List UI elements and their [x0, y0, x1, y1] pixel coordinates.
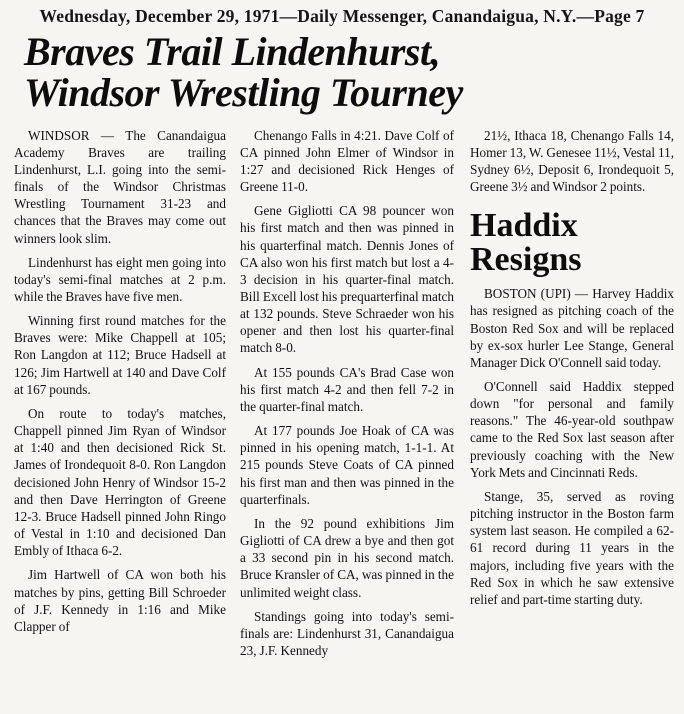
- column-2: [236, 127, 464, 667]
- subhead-line-1: Haddix: [470, 207, 578, 245]
- masthead-line: Wednesday, December 29, 1971—Daily Messenger, Canandaigua, N.Y.—Page 7: [39, 6, 645, 26]
- subhead-line-2: Resigns: [470, 241, 582, 279]
- paragraph: O'Connell said Haddix stepped down "for personal and family reasons." The 46-year-old southpaw came to the Red Sox last season after previously coaching with the New York Mets and Cincinnati Reds.: [470, 379, 674, 480]
- section-subhead: [470, 209, 674, 277]
- paragraph: At 155 pounds CA's Brad Case won his first match 4-2 and then fell 7-2 in the quarter-final match.: [240, 364, 454, 414]
- column-3: [464, 127, 674, 667]
- article-columns: [0, 115, 684, 667]
- headline-line-1: Braves Trail Lindenhurst,: [24, 29, 441, 74]
- paragraph: Standings going into today's semi-finals are: Lindenhurst 31, Canandaigua 23, J.F. Kennedy: [240, 608, 454, 658]
- paragraph: In the 92 pound exhibitions Jim Gigliotti of CA drew a bye and then got a 33 second pin in his second match. Bruce Kransler of CA, was pinned in the unlimited weight class.: [240, 515, 454, 600]
- paragraph: Gene Gigliotti CA 98 pouncer won his first match and then was pinned in his quarterfinal match. Dennis Jones of CA also won his first match but lost a 4-3 decision in his quarter-final match. Bill Excell lost his prequarterfinal match at 132 pounds. Steve Schraeder won his opener and then lost his quarter-final match 8-0.: [240, 203, 454, 356]
- headline-line-2: Windsor Wrestling Tourney: [24, 69, 463, 115]
- paragraph: Chenango Falls in 4:21. Dave Colf of CA pinned John Elmer of Windsor in 1:27 and decisioned Rick Henges of Greene 11-0.: [240, 127, 454, 195]
- column-1: [14, 127, 236, 667]
- paragraph: Stange, 35, served as roving pitching instructor in the Boston farm system last season. He compiled a 62-61 record during 11 years in the majors, including five years with the Red Sox in which he saw extensive relief and part-time starting duty.: [470, 488, 674, 607]
- paragraph: BOSTON (UPI) — Harvey Haddix has resigned as pitching coach of the Boston Red Sox and will be replaced by ex-sox hurler Lee Stange, General Manager Dick O'Connell said today.: [470, 286, 674, 370]
- standings-paragraph: 21½, Ithaca 18, Chenango Falls 14, Homer 13, W. Genesee 11½, Vestal 11, Sydney 6½, Deposit 6, Irondequoit 5, Greene 3½ and Windsor 2 points.: [470, 127, 674, 195]
- paragraph: On route to today's matches, Chappell pinned Jim Ryan of Windsor at 1:40 and then decisioned Rick St. James of Irondequoit 8-0. Ron Langdon decisioned John Henry of Windsor 15-2 and then Dave Herrington of Greene 12-3. Bruce Hadsell pinned John Ringo of Vestal in 1:10 and decisioned Dan Embly of Ithaca 6-2.: [14, 405, 226, 559]
- paragraph: Lindenhurst has eight men going into today's semi-final matches at 2 p.m. while the Braves have five men.: [14, 254, 226, 304]
- page-title: [0, 29, 684, 115]
- paragraph: Winning first round matches for the Braves were: Mike Chappell at 105; Ron Langdon at 112; Bruce Hadsell at 126; Jim Hartwell at 140 and Dave Colf at 167 pounds.: [14, 313, 226, 397]
- paragraph: Jim Hartwell of CA won both his matches by pins, getting Bill Schroeder of J.F. Kennedy in 1:16 and Mike Clapper of: [14, 567, 226, 634]
- paragraph: WINDSOR — The Canandaigua Academy Braves are trailing Lindenhurst, L.I. going into the semi-finals of the Windsor Christmas Wrestling Tournament 31-23 and chances that the Braves may come out winners look slim.: [14, 127, 226, 246]
- paragraph: At 177 pounds Joe Hoak of CA was pinned in his opening match, 1-1-1. At 215 pounds Steve Coats of CA pinned his first man and then was pinned in the quarterfinals.: [240, 423, 454, 507]
